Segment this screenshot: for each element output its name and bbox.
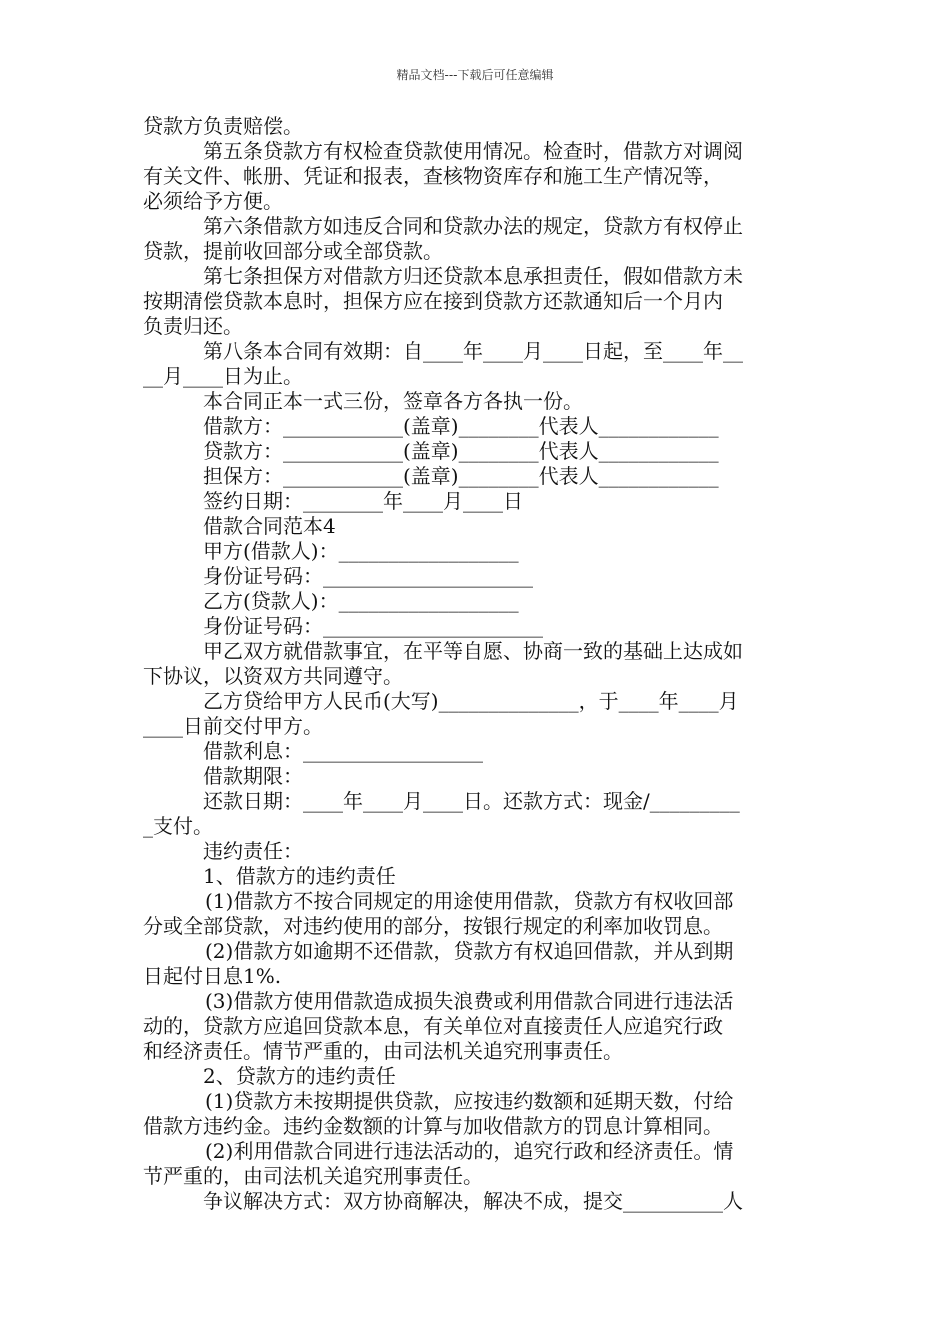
text-line: 借款期限： [203, 764, 303, 788]
text-line: 借款合同范本4 [203, 514, 336, 538]
text-line: __月____日为止。 [143, 364, 303, 388]
text-line: 借款方违约金。违约金数额的计算与加收借款方的罚息计算相同。 [143, 1114, 723, 1138]
text-line: (3)借款方使用借款造成损失浪费或利用借款合同进行违法活 [205, 989, 734, 1013]
text-line: 按期清偿贷款本息时，担保方应在接到贷款方还款通知后一个月内 [143, 289, 723, 313]
text-line: 第六条借款方如违反合同和贷款办法的规定，贷款方有权停止 [203, 214, 743, 238]
text-line: 甲方(借款人)：__________________ [203, 539, 519, 563]
text-line: 日起付日息1%. [143, 964, 282, 988]
text-line: 必须给予方便。 [143, 189, 283, 213]
text-line: 和经济责任。情节严重的，由司法机关追究刑事责任。 [143, 1039, 623, 1063]
text-line: 节严重的，由司法机关追究刑事责任。 [143, 1164, 483, 1188]
text-line: _支付。 [143, 814, 213, 838]
document-body [143, 114, 810, 1214]
text-line: 贷款，提前收回部分或全部贷款。 [143, 239, 443, 263]
text-line: 下协议，以资双方共同遵守。 [143, 664, 403, 688]
text-line: 动的，贷款方应追回贷款本息，有关单位对直接责任人应追究行政 [143, 1014, 723, 1038]
text-line: 甲乙双方就借款事宜，在平等自愿、协商一致的基础上达成如 [203, 639, 743, 663]
text-line: 乙方(贷款人)：__________________ [203, 589, 519, 613]
text-line: 第八条本合同有效期：自____年____月____日起，至____年__ [203, 339, 743, 363]
text-line: 贷款方负责赔偿。 [143, 114, 303, 138]
text-line: ____日前交付甲方。 [143, 714, 323, 738]
text-line: 签约日期：________年____月____日 [203, 489, 523, 513]
page-header: 精品文档---下载后可任意编辑 [396, 68, 554, 82]
text-line: (2)借款方如逾期不还借款，贷款方有权追回借款，并从到期 [205, 939, 734, 963]
text-line: 借款利息：__________________ [203, 739, 483, 763]
text-line: (2)利用借款合同进行违法活动的，追究行政和经济责任。情 [205, 1139, 734, 1163]
text-line: 第五条贷款方有权检查贷款使用情况。检查时，借款方对调阅 [203, 139, 743, 163]
text-line: 争议解决方式：双方协商解决，解决不成，提交__________人 [203, 1189, 743, 1213]
text-line: 2、贷款方的违约责任 [203, 1064, 396, 1088]
text-line: 违约责任： [203, 839, 303, 863]
text-line: (1)借款方不按合同规定的用途使用借款，贷款方有权收回部 [205, 889, 734, 913]
text-line: 身份证号码：______________________ [203, 614, 543, 638]
text-line: 贷款方：____________(盖章)________代表人____________ [203, 439, 719, 463]
text-line: 分或全部贷款，对违约使用的部分，按银行规定的利率加收罚息。 [143, 914, 723, 938]
text-line: 乙方贷给甲方人民币(大写)______________，于____年____月 [203, 689, 739, 713]
text-line: 身份证号码：_____________________ [203, 564, 533, 588]
text-line: 担保方：____________(盖章)________代表人____________ [203, 464, 719, 488]
text-line: 本合同正本一式三份，签章各方各执一份。 [203, 389, 583, 413]
text-line: 负责归还。 [143, 314, 243, 338]
text-line: 借款方：____________(盖章)________代表人____________ [203, 414, 719, 438]
text-line: 有关文件、帐册、凭证和报表，查核物资库存和施工生产情况等， [143, 164, 723, 188]
text-line: (1)贷款方未按期提供贷款，应按违约数额和延期天数，付给 [205, 1089, 734, 1113]
text-line: 第七条担保方对借款方归还贷款本息承担责任，假如借款方未 [203, 264, 743, 288]
text-line: 1、借款方的违约责任 [203, 864, 396, 888]
text-line: 还款日期：____年____月____日。还款方式：现金/_________ [203, 789, 740, 813]
